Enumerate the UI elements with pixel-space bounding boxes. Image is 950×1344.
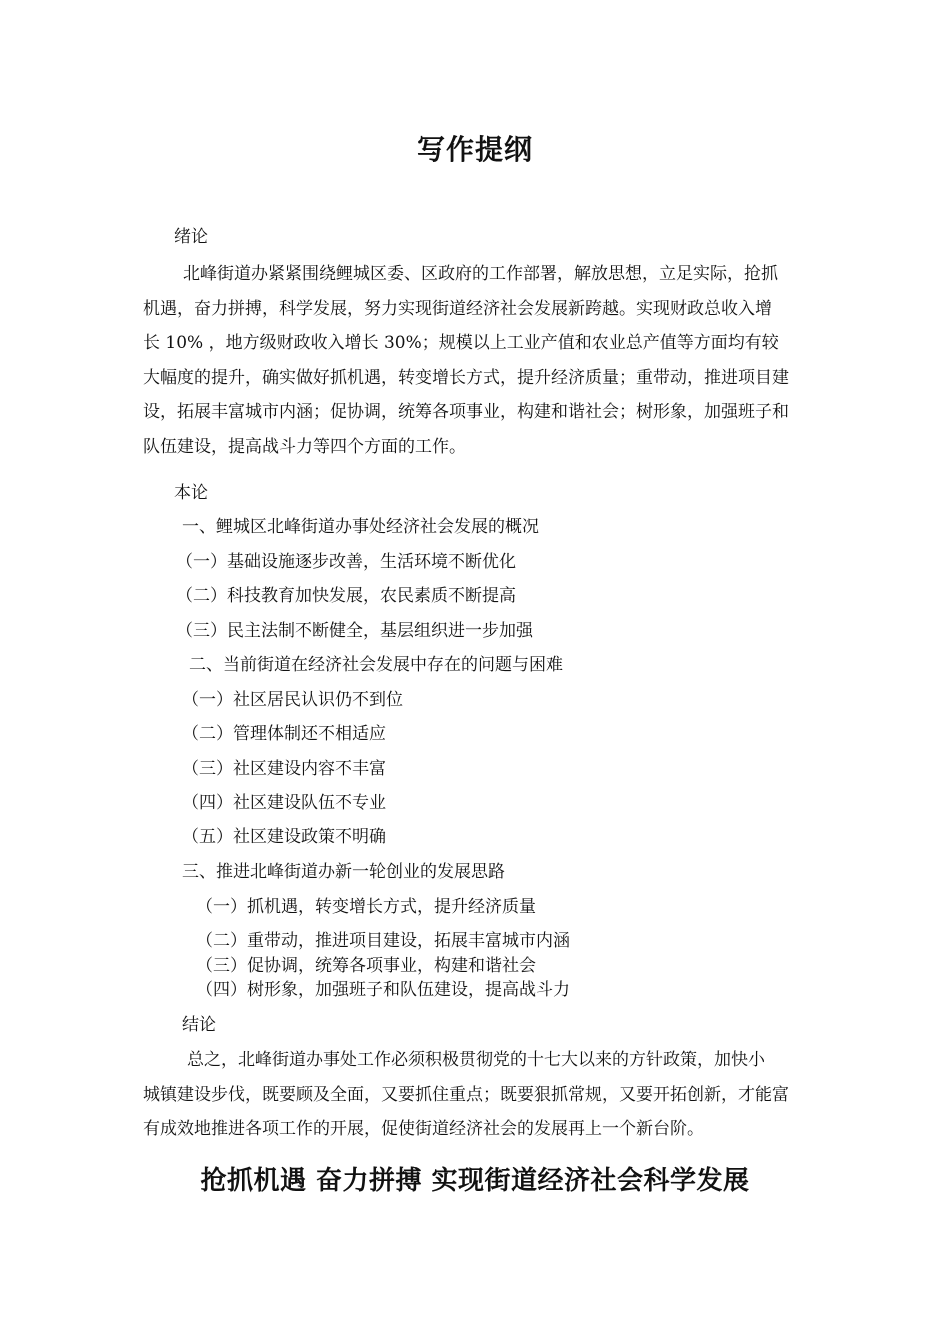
conclusion-line: 城镇建设步伐，既要顾及全面，又要抓住重点；既要狠抓常规，又要开拓创新，才能富: [143, 1084, 789, 1105]
section-item: （二）科技教育加快发展，农民素质不断提高: [176, 586, 516, 606]
conclusion-line: 有成效地推进各项工作的开展，促使街道经济社会的发展再上一个新台阶。: [143, 1119, 704, 1139]
intro-line: 设，拓展丰富城市内涵；促协调，统筹各项事业，构建和谐社会；树形象，加强班子和: [143, 402, 789, 422]
section-item: （三）民主法制不断健全，基层组织进一步加强: [176, 621, 533, 641]
section-title: 一、鲤城区北峰街道办事处经济社会发展的概况: [182, 517, 539, 537]
section-item: （一）社区居民认识仍不到位: [182, 690, 403, 710]
section-item: （二）管理体制还不相适应: [182, 724, 386, 744]
intro-line: 队伍建设，提高战斗力等四个方面的工作。: [143, 436, 466, 457]
section-title: 三、推进北峰街道办新一轮创业的发展思路: [182, 862, 505, 882]
section-item: （三）社区建设内容不丰富: [182, 759, 386, 779]
section-item: （二）重带动，推进项目建设，拓展丰富城市内涵: [196, 931, 570, 951]
intro-paragraph: [143, 257, 837, 464]
conclusion-paragraph: [143, 1043, 837, 1147]
section-item: （五）社区建设政策不明确: [182, 827, 386, 847]
intro-heading: 绪论: [174, 227, 208, 247]
article-title: 抢抓机遇 奋力拼搏 实现街道经济社会科学发展: [200, 1166, 750, 1196]
section-item: （一）抓机遇，转变增长方式，提升经济质量: [196, 897, 536, 917]
section-item: （四）社区建设队伍不专业: [182, 793, 386, 813]
conclusion-heading: 结论: [182, 1015, 216, 1035]
intro-line: 大幅度的提升，确实做好抓机遇，转变增长方式，提升经济质量；重带动，推进项目建: [143, 367, 789, 388]
section-item: （四）树形象，加强班子和队伍建设，提高战斗力: [196, 980, 570, 1000]
intro-line: 机遇，奋力拼搏，科学发展，努力实现街道经济社会发展新跨越。实现财政总收入增: [143, 298, 772, 319]
section-item: （一）基础设施逐步改善，生活环境不断优化: [176, 552, 516, 572]
document-title: 写作提纲: [416, 133, 533, 166]
intro-line: 长 10% ，地方级财政收入增长 30%；规模以上工业产值和农业总产值等方面均有较: [143, 333, 779, 353]
section-title: 二、当前街道在经济社会发展中存在的问题与困难: [189, 655, 563, 675]
intro-line: 北峰街道办紧紧围绕鲤城区委、区政府的工作部署，解放思想，立足实际，抢抓: [183, 264, 778, 284]
conclusion-line: 总之，北峰街道办事处工作必须积极贯彻党的十七大以来的方针政策，加快小: [187, 1050, 765, 1070]
body-heading: 本论: [174, 483, 208, 503]
section-item: （三）促协调，统筹各项事业，构建和谐社会: [196, 956, 536, 976]
